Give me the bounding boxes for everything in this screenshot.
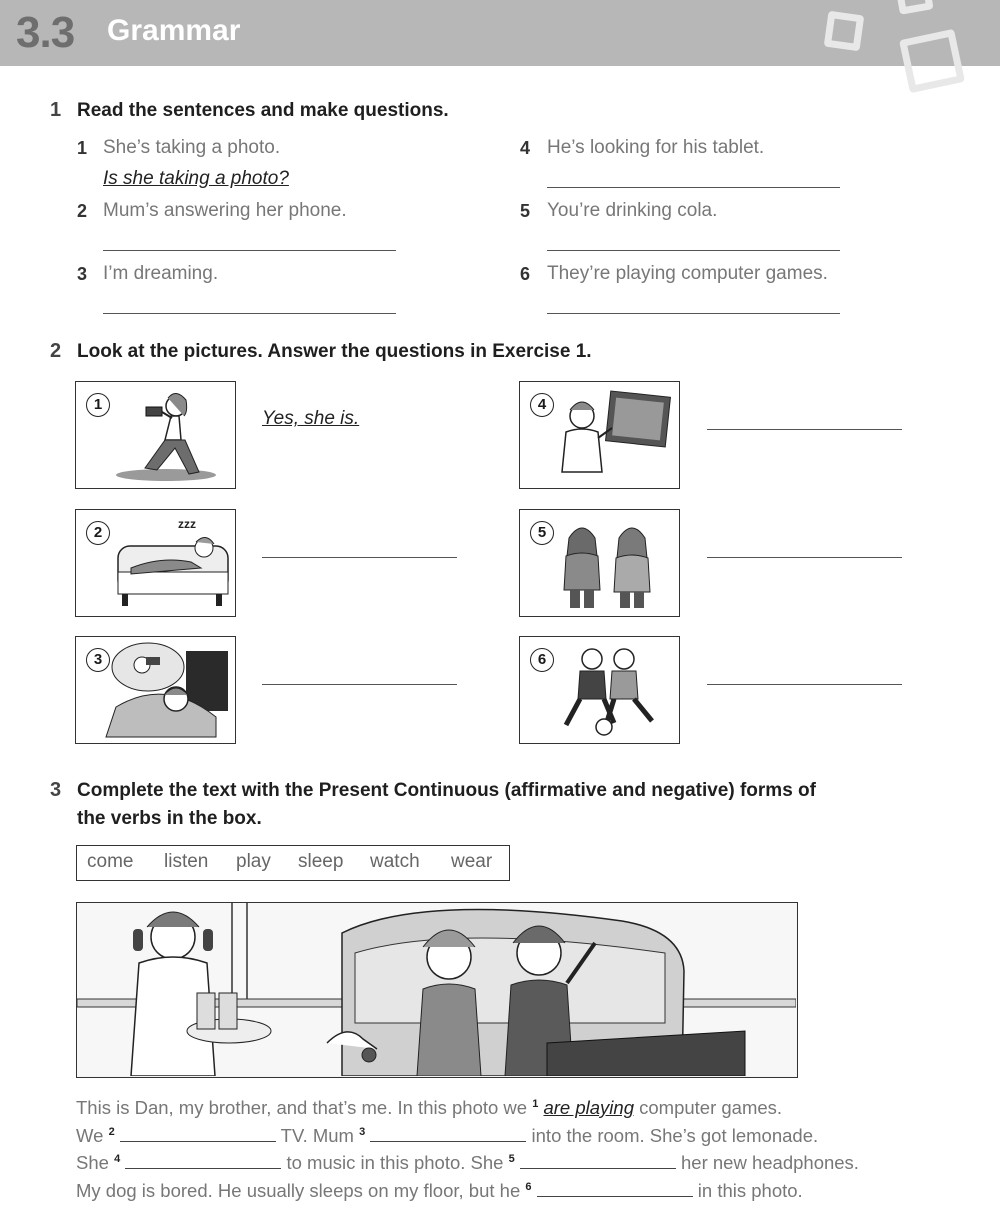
word-box-item: watch bbox=[370, 851, 420, 872]
word-box-item: sleep bbox=[298, 851, 344, 872]
exercise-2-instruction: Look at the pictures. Answer the questions in Exercise 1. bbox=[77, 341, 592, 362]
story-gap[interactable] bbox=[520, 1154, 676, 1169]
word-box-item: listen bbox=[164, 851, 209, 872]
ex1-item-number: 4 bbox=[520, 138, 531, 158]
story-model-answer: are playing bbox=[543, 1097, 634, 1118]
word-box-item: wear bbox=[451, 851, 493, 872]
story-gap[interactable] bbox=[120, 1127, 276, 1142]
ex2-answer-line[interactable] bbox=[707, 684, 902, 685]
story-text: computer games. bbox=[639, 1097, 783, 1118]
svg-text:zzz: zzz bbox=[178, 517, 196, 531]
picture-number: 1 bbox=[86, 393, 110, 417]
story-text: into the room. She’s got lemonade. bbox=[531, 1125, 819, 1146]
story-text: in this photo. bbox=[697, 1180, 803, 1201]
gap-number: 6 bbox=[525, 1180, 532, 1193]
ex1-model-answer: Is she taking a photo? bbox=[103, 168, 289, 189]
ex1-item-number: 1 bbox=[77, 138, 88, 158]
picture-living-room-scene bbox=[76, 902, 798, 1078]
story-gap[interactable] bbox=[537, 1182, 693, 1197]
picture-number: 3 bbox=[86, 648, 110, 672]
ex1-item-sentence: I’m dreaming. bbox=[103, 263, 219, 284]
story-gap[interactable] bbox=[370, 1127, 526, 1142]
decorative-square-icon bbox=[899, 29, 965, 93]
story-text: This is Dan, my brother, and that’s me. In this photo we bbox=[76, 1097, 528, 1118]
exercise-1-number: 1 bbox=[50, 99, 62, 121]
ex2-answer-line[interactable] bbox=[707, 557, 902, 558]
story-text: to music in this photo. She bbox=[286, 1152, 504, 1173]
story-text: She bbox=[76, 1152, 109, 1173]
gap-number: 4 bbox=[114, 1152, 121, 1165]
word-box bbox=[76, 845, 510, 881]
story-line-2 bbox=[76, 1125, 818, 1147]
story-text: We bbox=[76, 1125, 104, 1146]
ex1-item-number: 5 bbox=[520, 201, 531, 221]
unit-title: Grammar bbox=[107, 14, 241, 47]
story-line-1 bbox=[76, 1097, 782, 1119]
word-box-item: come bbox=[87, 851, 134, 872]
story-line-3 bbox=[76, 1152, 859, 1174]
story-text: My dog is bored. He usually sleeps on my floor, but he bbox=[76, 1180, 521, 1201]
picture-number: 6 bbox=[530, 648, 554, 672]
word-box-item: play bbox=[236, 851, 271, 872]
unit-number: 3.3 bbox=[16, 8, 75, 57]
story-gap[interactable] bbox=[125, 1154, 281, 1169]
ex2-answer-line[interactable] bbox=[262, 684, 457, 685]
ex2-answer-line[interactable] bbox=[262, 557, 457, 558]
ex1-item-sentence: Mum’s answering her phone. bbox=[103, 200, 347, 221]
story-text: TV. Mum bbox=[280, 1125, 354, 1146]
ex1-item-number: 2 bbox=[77, 201, 88, 221]
picture-number: 2 bbox=[86, 521, 110, 545]
picture-number: 5 bbox=[530, 521, 554, 545]
gap-number: 3 bbox=[359, 1125, 366, 1138]
ex2-model-answer: Yes, she is. bbox=[262, 408, 360, 429]
story-text: her new headphones. bbox=[681, 1152, 859, 1173]
gap-number: 5 bbox=[508, 1152, 515, 1165]
exercise-3-instruction-line-1: Complete the text with the Present Continuous (affirmative and negative) forms of bbox=[77, 780, 816, 801]
ex1-answer-line[interactable] bbox=[103, 313, 396, 314]
ex1-item-sentence: You’re drinking cola. bbox=[547, 200, 718, 221]
exercise-3-instruction-line-2: the verbs in the box. bbox=[77, 808, 262, 829]
gap-number: 1 bbox=[532, 1097, 539, 1110]
ex1-item-sentence: She’s taking a photo. bbox=[103, 137, 281, 158]
ex1-item-sentence: They’re playing computer games. bbox=[547, 263, 828, 284]
ex1-answer-line[interactable] bbox=[103, 250, 396, 251]
story-line-4 bbox=[76, 1180, 803, 1202]
ex2-answer-line[interactable] bbox=[707, 429, 902, 430]
exercise-2-number: 2 bbox=[50, 340, 62, 362]
ex1-item-number: 6 bbox=[520, 264, 531, 284]
picture-number: 4 bbox=[530, 393, 554, 417]
living-room-illustration bbox=[77, 903, 796, 1076]
ex1-answer-line[interactable] bbox=[547, 250, 840, 251]
ex1-item-number: 3 bbox=[77, 264, 88, 284]
exercise-1-instruction: Read the sentences and make questions. bbox=[77, 100, 449, 121]
decorative-square-icon bbox=[824, 11, 865, 52]
gap-number: 2 bbox=[108, 1125, 115, 1138]
ex1-answer-line[interactable] bbox=[547, 187, 840, 188]
ex1-item-sentence: He’s looking for his tablet. bbox=[547, 137, 765, 158]
exercise-3-number: 3 bbox=[50, 779, 62, 801]
ex1-answer-line[interactable] bbox=[547, 313, 840, 314]
